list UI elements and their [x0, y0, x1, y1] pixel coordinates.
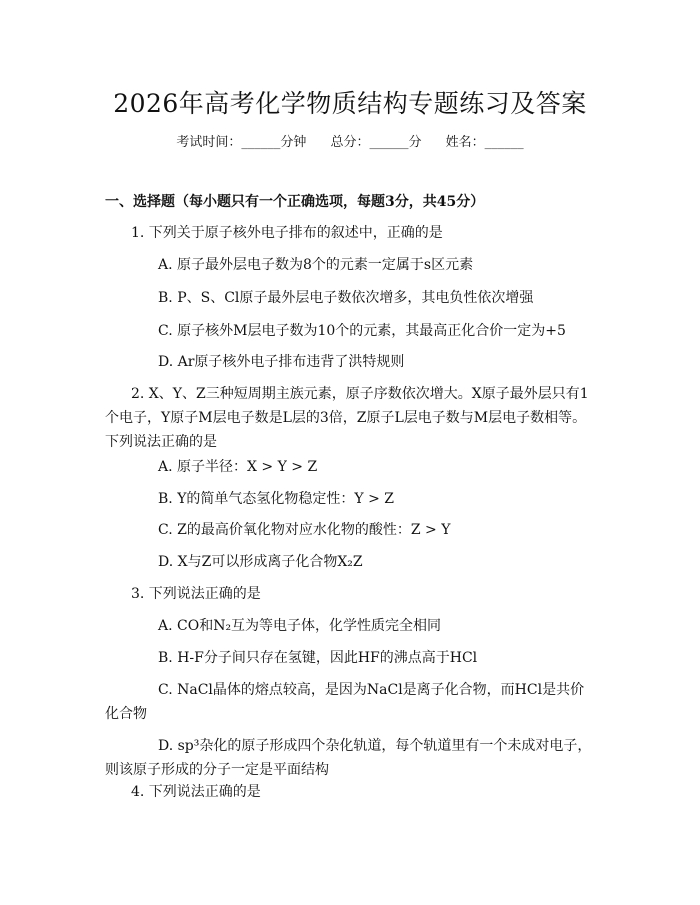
question-2-stem: 2. X、Y、Z三种短周期主族元素，原子序数依次增大。X原子最外层只有1个电子，Y原子M层电子数是L层的3倍，Z原子L层电子数与M层电子数相等。下列说法正确的是 [105, 386, 589, 450]
question-1-stem: 1. 下列关于原子核外电子排布的叙述中，正确的是 [131, 225, 443, 241]
question-3-stem: 3. 下列说法正确的是 [131, 586, 261, 602]
section-heading: 一、选择题（每小题只有一个正确选项，每题3分，共45分） [105, 194, 485, 210]
question-1-option-d: D. Ar原子核外电子排布违背了洪特规则 [158, 354, 405, 370]
exam-info-line [0, 131, 700, 150]
question-2-option-b: B. Y的简单气态氢化物稳定性：Y > Z [158, 491, 395, 507]
question-4-stem: 4. 下列说法正确的是 [131, 784, 261, 800]
question-2-option-a: A. 原子半径：X > Y > Z [158, 459, 318, 475]
student-name-field: 姓名：______ [445, 135, 524, 150]
question-1-option-a: A. 原子最外层电子数为8个的元素一定属于s区元素 [158, 257, 474, 273]
question-3-option-d: D. sp³杂化的原子形成四个杂化轨道，每个轨道里有一个未成对电子，则该原子形成的分子一定是平面结构 [105, 738, 592, 778]
exam-time-field: 考试时间：______分钟 [176, 135, 307, 150]
question-2-option-d: D. X与Z可以形成离子化合物X₂Z [158, 554, 363, 570]
question-3-option-c: C. NaCl晶体的熔点较高，是因为NaCl是离子化合物，而HCl是共价化合物 [105, 682, 585, 722]
total-score-field: 总分：______分 [330, 135, 422, 150]
question-1-option-c: C. 原子核外M层电子数为10个的元素，其最高正化合价一定为+5 [158, 323, 566, 339]
question-3-option-b: B. H-F分子间只存在氢键，因此HF的沸点高于HCl [158, 650, 478, 666]
document-title: 2026年高考化学物质结构专题练习及答案 [113, 89, 587, 118]
question-1-option-b: B. P、S、Cl原子最外层电子数依次增多，其电负性依次增强 [158, 290, 534, 306]
question-2-option-c: C. Z的最高价氧化物对应水化物的酸性：Z > Y [158, 522, 451, 538]
question-3-option-a: A. CO和N₂互为等电子体，化学性质完全相同 [158, 618, 442, 634]
